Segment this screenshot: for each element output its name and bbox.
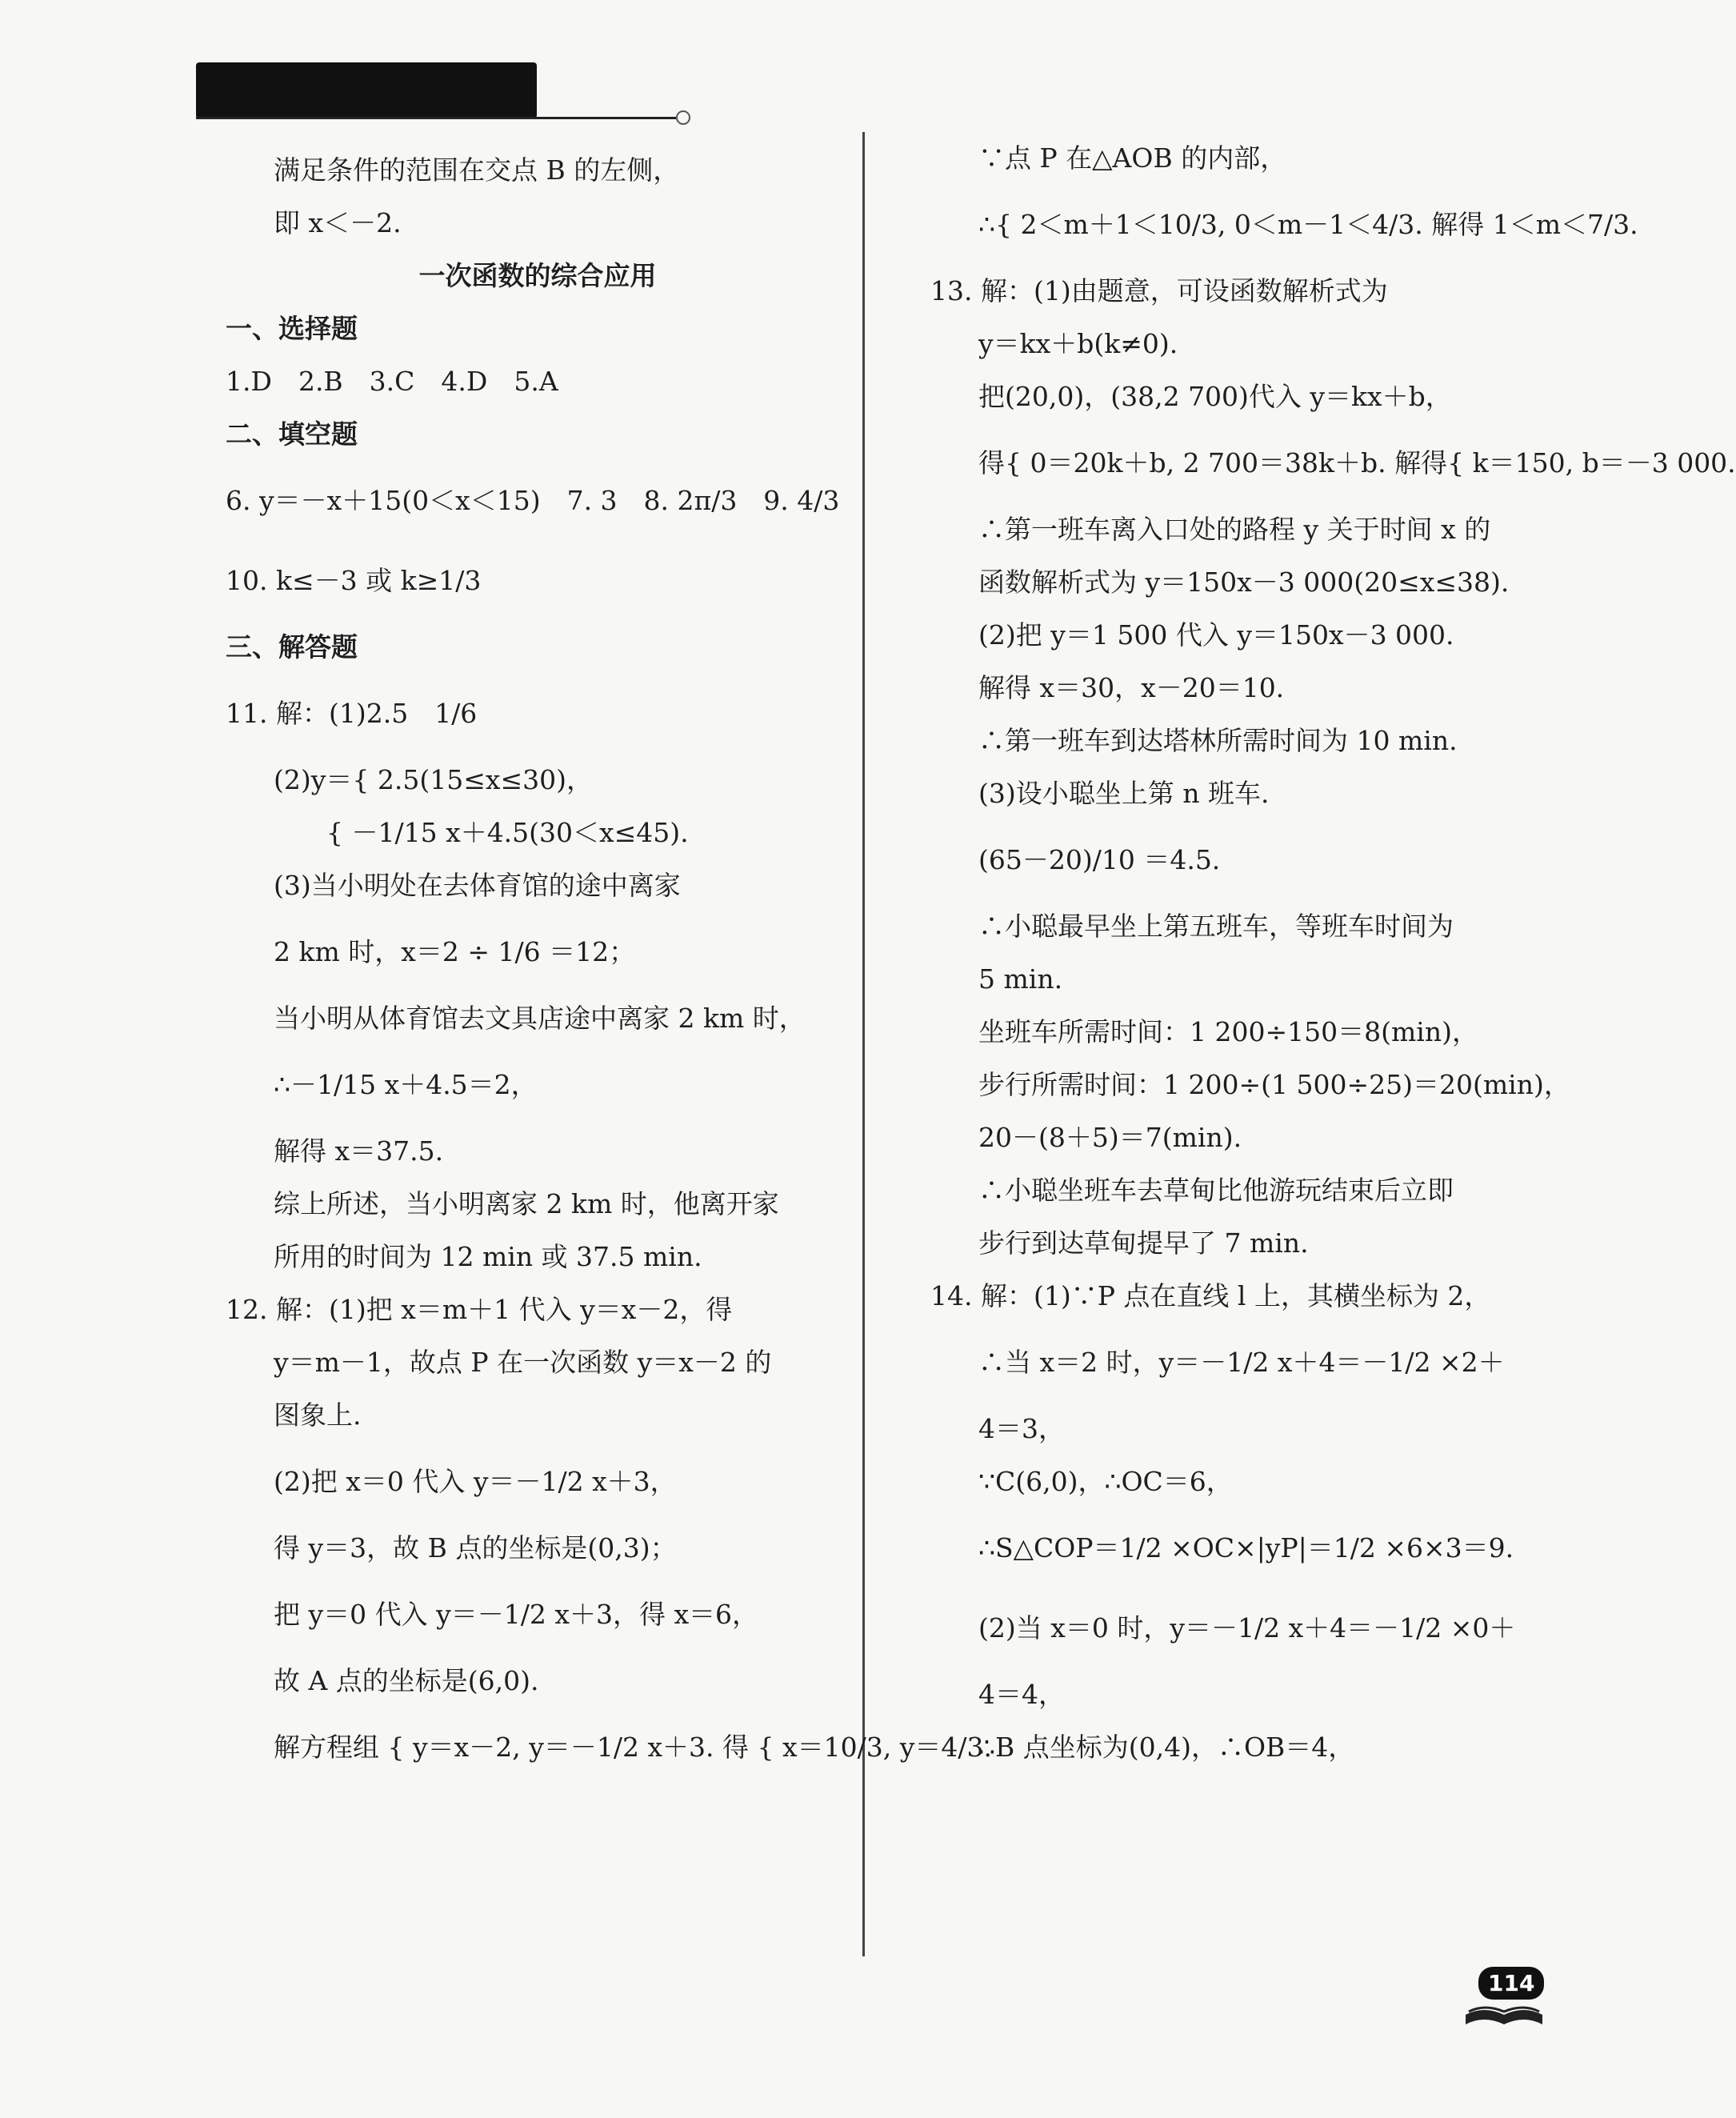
q11-line: 综上所述，当小明离家 2 km 时，他离开家 [274, 1188, 779, 1219]
q13-line: 坐班车所需时间：1 200÷150＝8(min)， [978, 1016, 1478, 1047]
q13-line: ∴小聪坐班车去草甸比他游玩结束后立即 [978, 1175, 1454, 1206]
left-column [226, 144, 992, 1788]
q14-line: ∴当 x＝2 时，y＝－1/2 x＋4＝－1/2 ×2＋ [978, 1347, 1505, 1378]
book-icon [1464, 2000, 1544, 2028]
page-number: 114 [1478, 1967, 1544, 2000]
q11-line: { －1/15 x＋4.5(30＜x≤45). [274, 817, 689, 848]
q14-line: (2)当 x＝0 时，y＝－1/2 x＋4＝－1/2 ×0＋ [978, 1612, 1516, 1644]
q12-cont-line: ∵点 P 在△AOB 的内部， [978, 142, 1287, 174]
choice-answers: 1.D 2.B 3.C 4.D 5.A [226, 366, 558, 397]
q13-line: 步行所需时间：1 200÷(1 500÷25)＝20(min)， [978, 1069, 1570, 1100]
q11-line: 当小明从体育馆去文具店途中离家 2 km 时， [274, 1003, 806, 1034]
q14-line: ∴B 点坐标为(0,4)，∴OB＝4， [978, 1732, 1355, 1763]
q11-line: 所用的时间为 12 min 或 37.5 min. [274, 1241, 702, 1272]
q11-line: 11. 解：(1)2.5 1/6 [226, 698, 478, 729]
q14-line: 4＝4， [978, 1679, 1065, 1710]
q13-line: ∴小聪最早坐上第五班车，等班车时间为 [978, 911, 1454, 942]
question-12 [226, 1283, 992, 1788]
q13-line: 20－(8＋5)＝7(min). [978, 1122, 1242, 1153]
fill-answer-10: 10. k≤－3 或 k≥1/3 [226, 565, 482, 596]
q13-line: 步行到达草甸提早了 7 min. [978, 1227, 1309, 1259]
header-rule [196, 117, 676, 119]
q13-line: y＝kx＋b(k≠0). [978, 328, 1178, 359]
part1-heading: 一、选择题 [226, 313, 358, 344]
q11-line: 解得 x＝37.5. [274, 1135, 444, 1167]
q11-line: ∴－1/15 x＋4.5＝2， [274, 1069, 538, 1100]
q12-line: (2)把 x＝0 代入 y＝－1/2 x＋3， [274, 1466, 677, 1497]
q13-line: 解得 x＝30，x－20＝10. [978, 672, 1285, 703]
q13-line: 函数解析式为 y＝150x－3 000(20≤x≤38). [978, 567, 1510, 598]
q12-line: 解方程组 { y＝x－2, y＝－1/2 x＋3. 得 { x＝10/3, y＝4/3. [274, 1732, 992, 1763]
q12-line: 图象上. [274, 1399, 362, 1431]
q14-line: ∴S△COP＝1/2 ×OC×|yP|＝1/2 ×6×3＝9. [978, 1532, 1514, 1563]
intro-line: 即 x＜－2. [274, 207, 402, 238]
section-title: 一次函数的综合应用 [418, 260, 657, 291]
q13-line: (65－20)/10 ＝4.5. [978, 844, 1221, 875]
part3-heading: 三、解答题 [226, 631, 358, 663]
q13-line: 5 min. [978, 963, 1063, 995]
question-11 [226, 674, 850, 1283]
q12-line: 12. 解：(1)把 x＝m＋1 代入 y＝x－2，得 [226, 1294, 733, 1325]
question-14 [930, 1270, 1516, 1774]
q12-line: 把 y＝0 代入 y＝－1/2 x＋3，得 x＝6， [274, 1599, 759, 1630]
fill-answers-6-9: 6. y＝－x＋15(0＜x＜15) 7. 3 8. 2π/3 9. 4/3 [226, 485, 840, 516]
question-13 [930, 265, 1736, 1270]
page-header [196, 62, 708, 118]
q14-line: 14. 解：(1)∵P 点在直线 l 上，其横坐标为 2， [930, 1280, 1491, 1311]
q13-line: ∴第一班车离入口处的路程 y 关于时间 x 的 [978, 514, 1491, 545]
q13-line: 13. 解：(1)由题意，可设函数解析式为 [930, 275, 1388, 306]
q13-line: 把(20,0)，(38,2 700)代入 y＝kx＋b， [978, 381, 1452, 412]
q13-line: (2)把 y＝1 500 代入 y＝150x－3 000. [978, 619, 1454, 651]
q11-line: (3)当小明处在去体育馆的途中离家 [274, 870, 681, 901]
column-divider [862, 132, 865, 1956]
q13-line: (3)设小聪坐上第 n 班车. [978, 778, 1270, 809]
header-title: 初中数学总复习 [196, 62, 537, 118]
q14-line: 4＝3， [978, 1413, 1065, 1444]
intro-line: 满足条件的范围在交点 B 的左侧， [274, 154, 680, 186]
q13-line: ∴第一班车到达塔林所需时间为 10 min. [978, 725, 1458, 756]
q12-line: y＝m－1，故点 P 在一次函数 y＝x－2 的 [274, 1347, 772, 1378]
part2-heading: 二、填空题 [226, 418, 358, 450]
q12-cont-line: ∴{ 2＜m＋1＜10/3, 0＜m－1＜4/3. 解得 1＜m＜7/3. [978, 209, 1638, 240]
q14-line: ∵C(6,0)，∴OC＝6， [978, 1466, 1233, 1497]
q11-line: 2 km 时，x＝2 ÷ 1/6 ＝12； [274, 936, 636, 967]
q11-line: (2)y＝{ 2.5(15≤x≤30)， [274, 764, 593, 795]
q12-line: 故 A 点的坐标是(6,0). [274, 1665, 539, 1696]
right-column [930, 132, 1736, 1774]
header-dot [676, 110, 690, 125]
q13-line: 得{ 0＝20k＋b, 2 700＝38k＋b. 解得{ k＝150, b＝－3 000. [978, 447, 1736, 478]
q12-line: 得 y＝3，故 B 点的坐标是(0,3)； [274, 1532, 677, 1563]
